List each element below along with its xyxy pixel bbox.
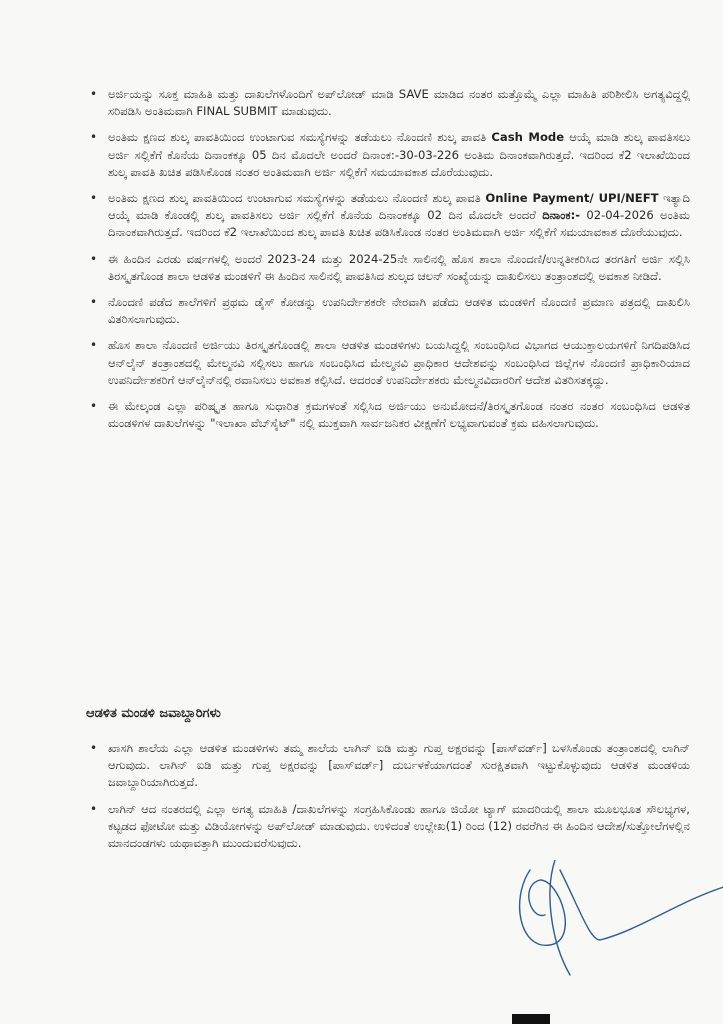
paragraph-text: ಹೊಸ ಶಾಲಾ ನೊಂದಣಿ ಅರ್ಜಿಯು ತಿರಸ್ಕೃತಗೊಂಡಲ್ಲಿ ಶಾಲಾ ಆಡಳಿತ ಮಂಡಳಿಗಳು ಬಯಸಿದ್ದಲ್ಲಿ ಸಂಬಂಧಿಸಿದ ವಿಭಾಗದ ಆಯುಕ್ತಾಲಯಗಳಿಗೆ ನಿಗದಿಪಡಿಸಿದ ಆನ್‌ಲೈನ್ ತಂತ್ರಾಂಶದಲ್ಲಿ ಮೇಲ್ಮನವಿ ಸಲ್ಲಿಸಲು ಹಾಗೂ ಸಂಬಂಧಿಸಿದ ಮೇಲ್ಮನವಿ ಪ್ರಾಧಿಕಾರ ಆದೇಶವನ್ನು ಸಂಬಂಧಿಸಿದ ಜಿಲ್ಲೆಗಳ ನೊಂದಣಿ ಪ್ರಾಧಿಕಾರಿಯಾದ ಉಪನಿರ್ದೇಶಕರಿಗೆ ಆನ್‌ಲೈನ್‌ನಲ್ಲಿ ರವಾನಿಸಲು ಅವಕಾಶ ಕಲ್ಪಿಸಿದೆ. ಆದರಂತೆ ಉಪನಿರ್ದೇಶಕರು ಮೇಲ್ಮನವಿದಾರರಿಗೆ ಆದೇಶ ವಿತರಿಸತಕ್ಕದ್ದು. xyxy=(108,338,690,387)
list-item xyxy=(90,398,690,432)
footer-redaction-block xyxy=(512,1014,550,1024)
paragraph-text: ಈ ಹಿಂದಿನ ಎರಡು ವರ್ಷಗಳಲ್ಲಿ ಅಂದರೆ 2023-24 ಮತ್ತು 2024-25ನೇ ಸಾಲಿನಲ್ಲಿ ಹೊಸ ಶಾಲಾ ನೊಂದಣಿ/ಉನ್ನತೀಕರಿಸಿದ ತರಗತಿಗೆ ಅರ್ಜಿ ಸಲ್ಲಿಸಿ ತಿರಸ್ಕೃತಗೊಂಡ ಶಾಲಾ ಆಡಳಿತ ಮಂಡಳಿಗೆ ಈ ಹಿಂದಿನ ಸಾಲಿನಲ್ಲಿ ಪಾವತಿಸಿದ ಶುಲ್ಕದ ಚಲನ್ ಸಂಖ್ಯೆಯನ್ನು ದಾಖಲಿಸಲು ತಂತ್ರಾಂಶದಲ್ಲಿ ಅವಕಾಶ ನೀಡಿದೆ. xyxy=(108,251,690,283)
bullet-icon: • xyxy=(90,130,98,145)
paragraph-text: ಅಂತಿಮ ಕ್ಷಣದ ಶುಲ್ಕ ಪಾವತಿಯಿಂದ ಉಂಟಾಗುವ ಸಮಸ್ಯೆಗಳನ್ನು ತಡೆಯಲು ನೊಂದಣಿ ಶುಲ್ಕ ಪಾವತಿ xyxy=(108,130,492,145)
list-item xyxy=(90,129,690,181)
list-item xyxy=(90,251,690,285)
emphasized-text: Cash Mode xyxy=(491,130,565,145)
paragraph-text: ಲಾಗಿನ್ ಆದ ನಂತರದಲ್ಲಿ ಎಲ್ಲಾ ಅಗತ್ಯ ಮಾಹಿತಿ /ದಾಖಲೆಗಳನ್ನು ಸಂಗ್ರಹಿಸಿಕೊಂಡು ಹಾಗೂ ಜಿಯೋ ಟ್ಯಾಗ್ ಮಾದರಿಯಲ್ಲಿ ಶಾಲಾ ಮೂಲಭೂತ ಸೌಲಭ್ಯಗಳ, ಕಟ್ಟಡದ ಫೋಟೋ ಮತ್ತು ವಿಡಿಯೋಗಳನ್ನು ಅಪ್‌ಲೋಡ್ ಮಾಡುವುದು. ಉಳಿದಂತೆ ಉಲ್ಲೇಖ(1) ರಿಂದ (12) ರವರೆಗಿನ ಈ ಹಿಂದಿನ ಆದೇಶ/ಸುತ್ತೋಲೆಗಳಲ್ಲಿನ ಮಾನದಂಡಗಳು ಯಥಾವತ್ತಾಗಿ ಮುಂದುವರೆಸುವುದು. xyxy=(108,801,690,851)
paragraph-text: ಇತ್ಯಾದಿ ಆಯ್ಕೆ ಮಾಡಿ ಕೊಂಡಲ್ಲಿ ಶುಲ್ಕ ಪಾವತಿಸಲು ಅರ್ಜಿ ಸಲ್ಲಿಕೆಗೆ ಕೊನೆಯ ದಿನಾಂಕಕ್ಕೂ 02 ದಿನ ಮೊದಲೇ ಅಂದರೆ xyxy=(108,191,690,223)
section2-bullet-list xyxy=(90,740,690,861)
emphasized-text: Online Payment/ UPI/NEFT xyxy=(485,191,659,206)
section-heading-management-responsibilities: ಆಡಳಿತ ಮಂಡಳಿ ಜವಾಬ್ದಾರಿಗಳು xyxy=(86,706,221,721)
emphasized-text: ದಿನಾಂಕ:- xyxy=(542,208,581,223)
bullet-icon: • xyxy=(90,251,98,266)
section1-bullet-list xyxy=(90,86,690,441)
bullet-icon: • xyxy=(90,338,98,353)
bullet-icon: • xyxy=(90,399,98,414)
list-item xyxy=(90,86,690,120)
list-item xyxy=(90,337,690,389)
list-item xyxy=(90,801,690,853)
bullet-icon: • xyxy=(90,801,98,816)
signature-stroke xyxy=(520,860,723,975)
list-item xyxy=(90,294,690,328)
paragraph-text: 02-04-2026 ಅಂತಿಮ ದಿನಾಂಕವಾಗಿರುತ್ತದೆ. ಇದರಿಂದ ಕೆ2 ಇಲಾಖೆಯಿಂದ ಶುಲ್ಕ ಪಾವತಿ ಖಚಿತ ಪಡಿಸಿಕೊಂಡ ನಂತರ ಅಂತಿಮವಾಗಿ ಅರ್ಜಿ ಸಲ್ಲಿಕೆಗೆ ಸಮಯಾವಕಾಶ ದೊರೆಯುವುದು. xyxy=(108,208,690,240)
paragraph-text: ನೊಂದಣಿ ಪಡೆದ ಶಾಲೆಗಳಿಗೆ ಪ್ರಥಮ ಡೈಸ್ ಕೋಡನ್ನು ಉಪನಿರ್ದೇಶಕರೇ ನೇರವಾಗಿ ಪಡೆದು ಆಡಳಿತ ಮಂಡಳಿಗೆ ನೊಂದಣಿ ಪ್ರಮಾಣ ಪತ್ರದಲ್ಲಿ ದಾಖಲಿಸಿ ವಿತರಿಸಲಾಗುವುದು. xyxy=(108,295,690,327)
paragraph-text: ಅಂತಿಮ ಕ್ಷಣದ ಶುಲ್ಕ ಪಾವತಿಯಿಂದ ಉಂಟಾಗುವ ಸಮಸ್ಯೆಗಳನ್ನು ತಡೆಯಲು ನೊಂದಣಿ ಶುಲ್ಕ ಪಾವತಿ xyxy=(108,191,486,206)
paragraph-text: ಆಯ್ಕೆ ಮಾಡಿ ಶುಲ್ಕ ಪಾವತಿಸಲು ಅರ್ಜಿ ಸಲ್ಲಿಕೆಗೆ ಕೊನೆಯ ದಿನಾಂಕಕ್ಕೂ 05 ದಿನ ಮೊದಲೇ ಅಂದರೆ ದಿನಾಂಕ:-30-03-226 ಅಂತಿಮ ದಿನಾಂಕವಾಗಿರುತ್ತದೆ. ಇದರಿಂದ ಕೆ2 ಇಲಾಖೆಯಿಂದ ಶುಲ್ಕ ಪಾವತಿ ಖಚಿತ ಪಡಿಸಿಕೊಂಡ ನಂತರ ಅಂತಿಮವಾಗಿ ಅರ್ಜಿ ಸಲ್ಲಿಕೆಗೆ ಸಮಯಾವಕಾಶ ದೊರೆಯುವುದು. xyxy=(108,130,691,179)
bullet-icon: • xyxy=(90,87,98,101)
paragraph-text: ಖಾಸಗಿ ಶಾಲೆಯ ಎಲ್ಲಾ ಆಡಳಿತ ಮಂಡಳಿಗಳು ತಮ್ಮ ಶಾಲೆಯ ಲಾಗಿನ್ ಐಡಿ ಮತ್ತು ಗುಪ್ತ ಅಕ್ಷರವನ್ನು [ಪಾಸ್‌ವರ್ಡ್] ಬಳಸಿಕೊಂಡು ತಂತ್ರಾಂಶದಲ್ಲಿ ಲಾಗಿನ್ ಆಗುವುದು. ಲಾಗಿನ್ ಐಡಿ ಮತ್ತು ಗುಪ್ತ ಅಕ್ಷರವನ್ನು [ಪಾಸ್‌ವರ್ಡ್] ದುರ್ಬಳಕೆಯಾಗದಂತೆ ಸುರಕ್ಷಿತವಾಗಿ ಇಟ್ಟುಕೊಳ್ಳುವುದು ಆಡಳಿತ ಮಂಡಳಿಯ ಜವಾಬ್ದಾರಿಯಾಗಿರುತ್ತದೆ. xyxy=(108,741,690,790)
bullet-icon: • xyxy=(90,295,98,310)
bullet-icon: • xyxy=(90,191,98,206)
list-item xyxy=(90,740,690,792)
signature-mark xyxy=(500,860,723,980)
bullet-icon: • xyxy=(90,741,98,755)
list-item xyxy=(90,190,690,242)
paragraph-text: ಅರ್ಜಿಯನ್ನು ಸೂಕ್ತ ಮಾಹಿತಿ ಮತ್ತು ದಾಖಲೆಗಳೊಂದಿಗೆ ಅಪ್‌ಲೋಡ್ ಮಾಡಿ SAVE ಮಾಡಿದ ನಂತರ ಮತ್ತೊಮ್ಮೆ ಎಲ್ಲಾ ಮಾಹಿತಿ ಪರಿಶೀಲಿಸಿ ಅಗತ್ಯವಿದ್ದಲ್ಲಿ ಸರಿಪಡಿಸಿ ಅಂತಿಮವಾಗಿ FINAL SUBMIT ಮಾಡುವುದು. xyxy=(108,87,690,119)
paragraph-text: ಈ ಮೇಲ್ಕಂಡ ಎಲ್ಲಾ ಪರಿಷ್ಕೃತ ಹಾಗೂ ಸುಧಾರಿತ ಕ್ರಮಗಳಂತೆ ಸಲ್ಲಿಸಿದ ಅರ್ಜಿಯು ಅನುಮೋದನೆ/ತಿರಸ್ಕೃತಗೊಂಡ ನಂತರ ನಂತರ ಸಂಬಂಧಿಸಿದ ಆಡಳಿತ ಮಂಡಳಿಗಳ ದಾಖಲೆಗಳನ್ನು "ಇಲಾಖಾ ವೆಬ್‌ಸೈಟ್" ನಲ್ಲಿ ಮುಕ್ತವಾಗಿ ಸಾರ್ವಜನಿಕರ ವೀಕ್ಷಣೆಗೆ ಲಭ್ಯವಾಗುವಂತೆ ಕ್ರಮ ವಹಿಸಲಾಗುವುದು. xyxy=(108,399,690,431)
